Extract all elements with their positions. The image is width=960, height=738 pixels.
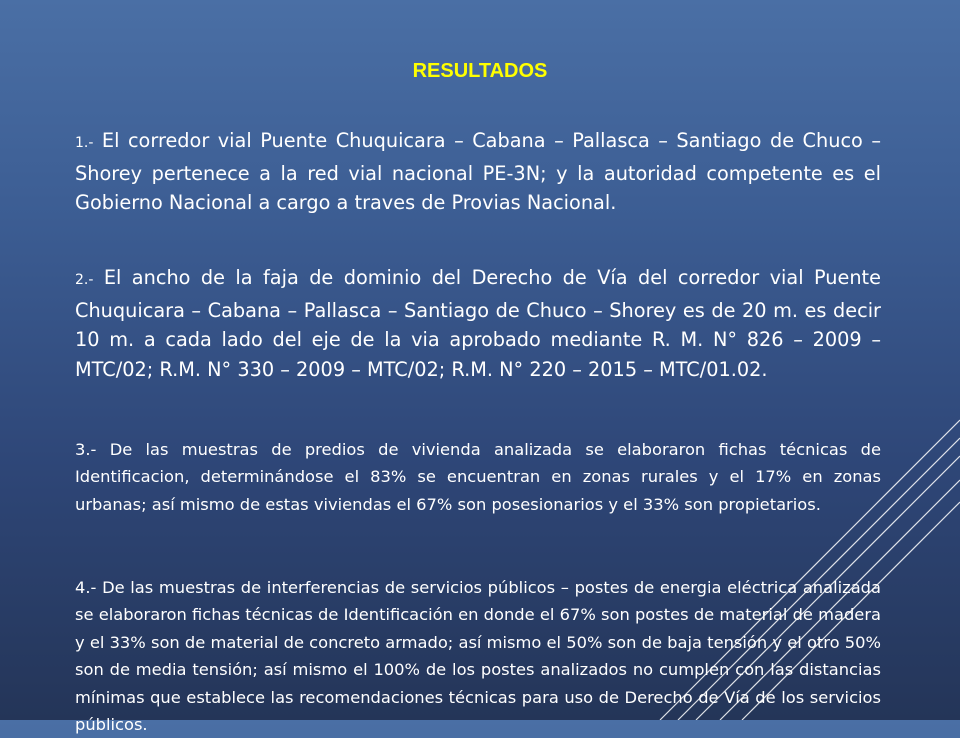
result-paragraph-4	[75, 574, 881, 738]
paragraph-text: De las muestras de interferencias de servicios públicos – postes de energia eléctrica analizada se elaboraron fichas técnicas de Identificación en donde el 67% son postes de material de madera y el 33% son de material de concreto armado; así mismo el 50% son de baja tensión y el otro 50% son de media tensión; así mismo el 100% de los postes analizados no cumplen con las distancias mínimas que establece las recomendaciones técnicas para uso de Derecho de Vía de los servicios públicos.	[75, 578, 881, 735]
result-paragraph-3	[75, 436, 881, 518]
paragraph-number: 4.-	[75, 578, 97, 597]
paragraph-text: El corredor vial Puente Chuquicara – Cabana – Pallasca – Santiago de Chuco – Shorey pertenece a la red vial nacional PE-3N; y la autoridad competente es el Gobierno Nacional a cargo a traves de Provias Nacional.	[75, 129, 881, 214]
paragraph-text: De las muestras de predios de vivienda analizada se elaboraron fichas técnicas de Identificacion, determinándose el 83% se encuentran en zonas rurales y el 17% en zonas urbanas; así mismo de estas viviendas el 67% son posesionarios y el 33% son propietarios.	[75, 440, 881, 514]
paragraph-number: 2.-	[75, 272, 94, 288]
slide-title: RESULTADOS	[412, 60, 548, 82]
result-paragraph-2	[75, 263, 881, 384]
paragraph-number: 1.-	[75, 135, 94, 151]
paragraph-number: 3.-	[75, 440, 97, 459]
paragraph-text: El ancho de la faja de dominio del Derecho de Vía del corredor vial Puente Chuquicara – Cabana – Pallasca – Santiago de Chuco – Shorey es de 20 m. es decir 10 m. a cada lado del eje de la via aprobado mediante R. M. N° 826 – 2009 – MTC/02; R.M. N° 330 – 2009 – MTC/02; R.M. N° 220 – 2015 – MTC/01.02.	[75, 266, 881, 381]
result-paragraph-1	[75, 126, 881, 218]
